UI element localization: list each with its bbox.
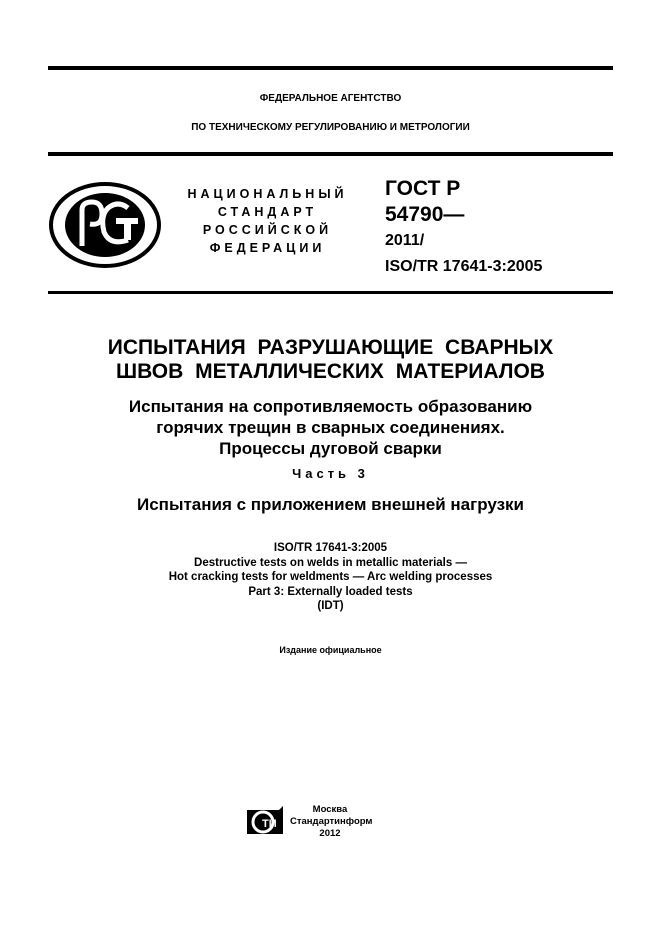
title-sub-1: Испытания на сопротивляемость образованию xyxy=(128,397,533,416)
title-main-1: ИСПЫТАНИЯ РАЗРУШАЮЩИЕ СВАРНЫХ xyxy=(107,336,554,359)
standard-type-line: ФЕДЕРАЦИИ xyxy=(209,241,326,255)
title-sub-3: Процессы дуговой сварки xyxy=(219,439,442,458)
standard-type-line: НАЦИОНАЛЬНЫЙ xyxy=(187,187,348,201)
standard-designation xyxy=(385,176,542,280)
header-rule xyxy=(48,152,613,156)
top-rule xyxy=(48,66,613,70)
part-number: Часть 3 xyxy=(292,466,369,481)
iso-line: (IDT) xyxy=(317,600,344,612)
designation-gost: ГОСТ Р xyxy=(385,177,461,200)
agency-line-1: ФЕДЕРАЛЬНОЕ АГЕНТСТВО xyxy=(259,93,402,104)
standard-type xyxy=(170,185,365,257)
title-sub-2: горячих трещин в сварных соединениях. xyxy=(156,418,505,437)
header-bottom-rule xyxy=(48,291,613,294)
iso-line: Destructive tests on welds in metallic materials — xyxy=(194,556,467,569)
iso-line: Hot cracking tests for weldments — Arc welding processes xyxy=(168,571,493,583)
publisher-logo-text: ТИ xyxy=(262,818,277,830)
title-main-2: ШВОВ МЕТАЛЛИЧЕСКИХ МАТЕРИАЛОВ xyxy=(116,360,545,383)
designation-year: 2011/ xyxy=(385,232,425,249)
iso-line: Part 3: Externally loaded tests xyxy=(248,585,413,598)
agency-line-2: ПО ТЕХНИЧЕСКОМУ РЕГУЛИРОВАНИЮ И МЕТРОЛОГИИ xyxy=(191,122,470,133)
publisher-year: 2012 xyxy=(319,828,341,839)
publisher-info xyxy=(290,804,373,840)
standartinform-logo-icon xyxy=(245,806,285,838)
rst-logo-icon xyxy=(48,180,163,270)
part-title: Испытания с приложением внешней нагрузки xyxy=(137,495,524,514)
publisher-city: Москва xyxy=(312,804,348,815)
standard-type-line: РОССИЙСКОЙ xyxy=(202,223,333,237)
publisher-name: Стандартинформ xyxy=(290,816,373,827)
standard-type-line: СТАНДАРТ xyxy=(217,205,318,219)
designation-number: 54790— xyxy=(385,203,465,226)
iso-reference xyxy=(0,541,661,614)
iso-line: ISO/TR 17641-3:2005 xyxy=(273,542,388,554)
edition-note: Издание официальное xyxy=(279,645,382,655)
designation-iso: ISO/TR 17641-3:2005 xyxy=(385,258,543,275)
